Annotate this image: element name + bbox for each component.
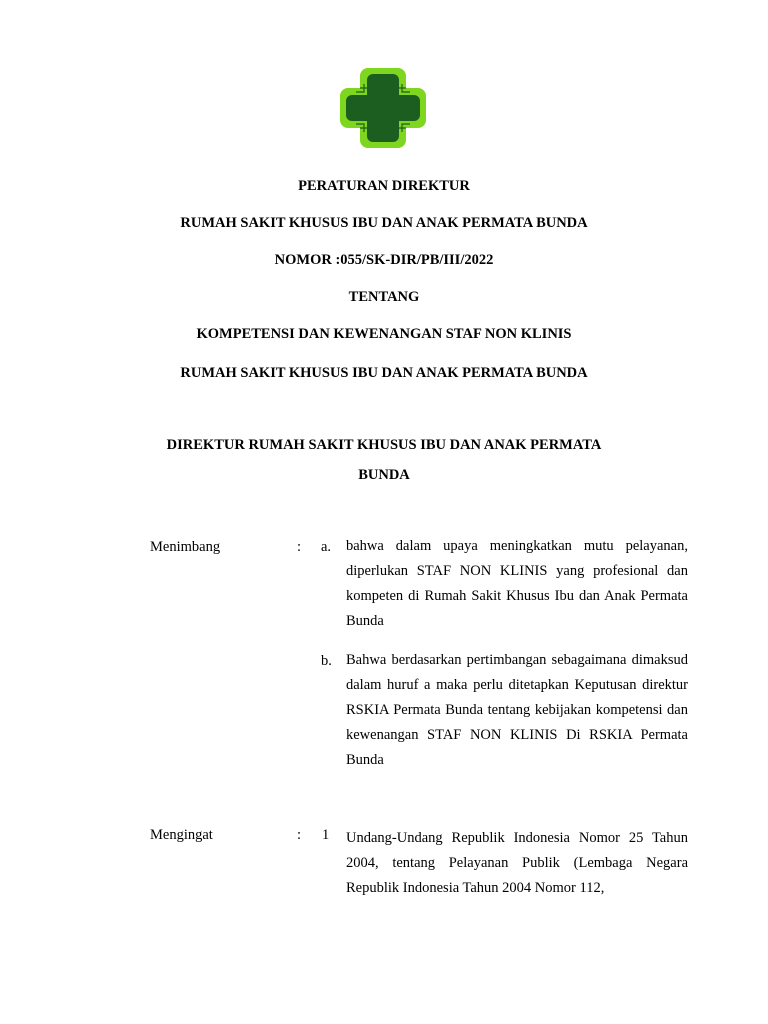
- menimbang-marker-a: a.: [321, 539, 332, 555]
- menimbang-marker-b: b.: [321, 653, 332, 669]
- heading-tentang: TENTANG: [348, 289, 420, 305]
- heading-hospital-name-2: RUMAH SAKIT KHUSUS IBU DAN ANAK PERMATA BUNDA: [180, 365, 588, 381]
- heading-peraturan: PERATURAN DIREKTUR: [298, 178, 470, 194]
- director-title: DIREKTUR RUMAH SAKIT KHUSUS IBU DAN ANAK PERMATA BUNDA: [166, 437, 602, 483]
- menimbang-item-b: Bahwa berdasarkan pertimbangan sebagaimana dimaksud dalam huruf a maka perlu ditetapkan Keputusan direktur RSKIA Permata Bunda tentang kebijakan kompetensi dan kewenangan STAF NON KLINIS Di RSKIA Permata Bunda: [346, 652, 688, 768]
- heading-hospital-name: RUMAH SAKIT KHUSUS IBU DAN ANAK PERMATA BUNDA: [180, 215, 588, 231]
- green-cross-logo-icon: [338, 66, 428, 150]
- mengingat-colon: :: [297, 827, 302, 843]
- heading-subject: KOMPETENSI DAN KEWENANGAN STAF NON KLINIS: [196, 326, 572, 342]
- mengingat-marker-1: 1: [322, 827, 330, 843]
- menimbang-item-a: bahwa dalam upaya meningkatkan mutu pelayanan, diperlukan STAF NON KLINIS yang profesional dan kompeten di Rumah Sakit Khusus Ibu dan Anak Permata Bunda: [346, 538, 688, 629]
- menimbang-colon: :: [297, 539, 302, 555]
- menimbang-label: Menimbang: [150, 539, 221, 555]
- mengingat-label: Mengingat: [150, 827, 213, 843]
- mengingat-item-1: Undang-Undang Republik Indonesia Nomor 25 Tahun 2004, tentang Pelayanan Publik (Lembaga Negara Republik Indonesia Tahun 2004 Nomor 112,: [346, 830, 688, 896]
- heading-nomor: NOMOR :055/SK-DIR/PB/III/2022: [274, 252, 494, 268]
